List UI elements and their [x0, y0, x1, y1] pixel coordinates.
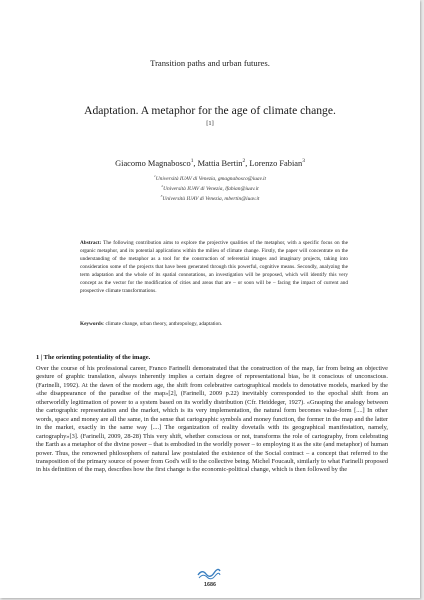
- keywords-block: [80, 321, 348, 327]
- author-separator: ,: [193, 159, 198, 168]
- affiliation-text: Università IUAV di Venezia, mbertin@iuav.it: [162, 196, 260, 202]
- abstract-label: Abstract:: [80, 240, 102, 246]
- author-name: Lorenzo Fabian: [249, 159, 303, 168]
- affiliation: [0, 196, 420, 202]
- page-number: 1686: [204, 582, 216, 588]
- affiliation-sup: 2: [161, 184, 164, 189]
- affiliation-sup: 3: [160, 194, 163, 199]
- author-list: [0, 159, 420, 168]
- affiliation-text: Università IUAV di Venezia, lfabian@iuav.it: [163, 186, 259, 192]
- affiliation-sup: 1: [154, 174, 156, 179]
- author-name: Giacomo Magnabosco: [115, 159, 191, 168]
- author-sup: 3: [302, 158, 305, 165]
- keywords-label: Keywords: [80, 321, 103, 327]
- section-heading: 1 | The orienting potentiality of the image.: [36, 354, 151, 361]
- affiliation: [0, 176, 420, 182]
- author-name: Mattia Bertin: [197, 159, 243, 168]
- author-sup: 2: [242, 158, 246, 165]
- paper-title: Adaptation. A metaphor for the age of climate change.: [84, 104, 336, 117]
- abstract-text: The following contribution aims to explore the projective qualities of the metaphor, with a specific focus on the organic metaphor, and its potential applications within the milieu of climate change. Firstly, the paper will concentrate on the understanding of the metaphor as a tool for the construction of referential images and imaginary projects, taking into consideration some of the projects that have been generated through this powerful, cognitive means. Secondly, analyzing the term adaptation and the whole of its spatial connotations, an investigation will be proposed, which will identify this very concept as the vector for the modification of cities and areas that are – or soon will be – facing the impact of current and prospective climate transformations.: [80, 240, 348, 294]
- author-sup: 1: [190, 158, 194, 165]
- section-body: Over the course of his professional career, Franco Farinelli demonstrated that the construction of the map, far from being an objective gesture of graphic translation, always inherently implies a certain degree of representational bias, be it conscious of unconscious. (Farinelli, 1992). At the dawn of the modern age, the shift from celebrative cartographical models to denotative models, marked by the «the disappearance of the paradise of the map»[2], (Farinelli, 2009 p.22) inevitably corresponded to the epochal shift from an otherworldly legitimation of power to a system based on its worldly distribution (Cfr. Heiddeger, 1927). «Grasping the analogy between the cartographic representation and the market, which is its very implementation, the natural form becomes value-form [....] In other words, space and money are all the same, in the sense that cartographic symbols and money function, the former in the map and the latter in the market, exactly in the same way [....] The organization of reality dovetails with its geographical manifestation, namely, cartography»[3]. (Farinelli, 2009, 28-28) This very shift, whether conscious or not, transforms the role of cartography, from celebrating the Earth as a metaphor of the divine power – that is embodied in the worldly power – to employing it as the site (and metaphor) of human power. Thus, the renowned philosophers of natural law postulated the existence of the Social contract – a concept that referred to the transposition of the primary source of power from God's will to the collective being. Michel Foucault, similarly to what Farinelli proposed in his definition of the map, describes how the first change is the economic-political change, which is then followed by the: [36, 365, 388, 474]
- abstract-block: [80, 239, 348, 295]
- affiliation-text: Università IUAV di Venezia, gmagnabosco@iuav.it: [155, 176, 266, 182]
- title-reference-mark: [1]: [206, 120, 214, 127]
- affiliation: [0, 186, 420, 192]
- author-separator: ,: [245, 159, 250, 168]
- wave-logo-icon: [196, 566, 222, 580]
- keywords-text: : climate change, urban theory, anthropology, adaptation.: [102, 321, 223, 327]
- series-header: Transition paths and urban futures.: [150, 58, 270, 68]
